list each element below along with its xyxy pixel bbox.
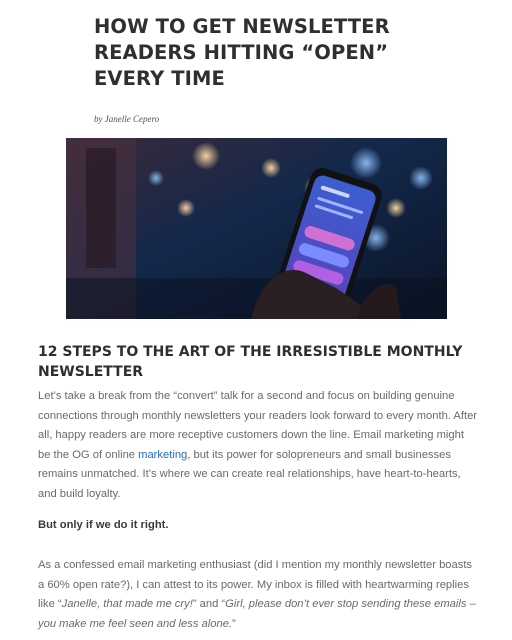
intro-paragraph (38, 387, 478, 505)
section-heading: 12 STEPS TO THE ART OF THE IRRESISTIBLE MONTHLY NEWSLETTER (38, 344, 463, 380)
article-title: HOW TO GET NEWSLETTER READERS HITTING “OPEN” EVERY TIME (94, 15, 390, 90)
testimonial-text-mid: ” and “ (192, 598, 226, 611)
quote-two: Girl, please don’t ever stop sending these emails – you make me feel seen and less alone. (38, 598, 476, 630)
article-byline: by Janelle Cepero (94, 114, 160, 124)
hero-illustration (66, 138, 447, 319)
intro-text-b: , but its power for solopreneurs and small businesses remains unmatched. It’s where we can create real relationships, have heart-to-hearts, and build loyalty. (38, 448, 461, 500)
emphasis-paragraph: But only if we do it right. (38, 519, 169, 531)
hero-image (66, 138, 447, 319)
marketing-link[interactable]: marketing (138, 448, 188, 461)
testimonial-text-a: As a confessed email marketing enthusiast (did I mention my monthly newsletter boasts a 60% open rate?), I can attest to its power. My inbox is filled with heartwarming replies like “ (38, 559, 473, 611)
testimonial-text-end: ” (232, 617, 236, 630)
quote-one: Janelle, that made me cry! (61, 598, 193, 611)
testimonial-paragraph (38, 556, 478, 634)
intro-text-a: Let’s take a break from the “convert” talk for a second and focus on building genuine connections through monthly newsletters your readers look forward to every month. After all, happy readers are more receptive customers down the line. Email marketing might be the OG of online (38, 390, 478, 461)
